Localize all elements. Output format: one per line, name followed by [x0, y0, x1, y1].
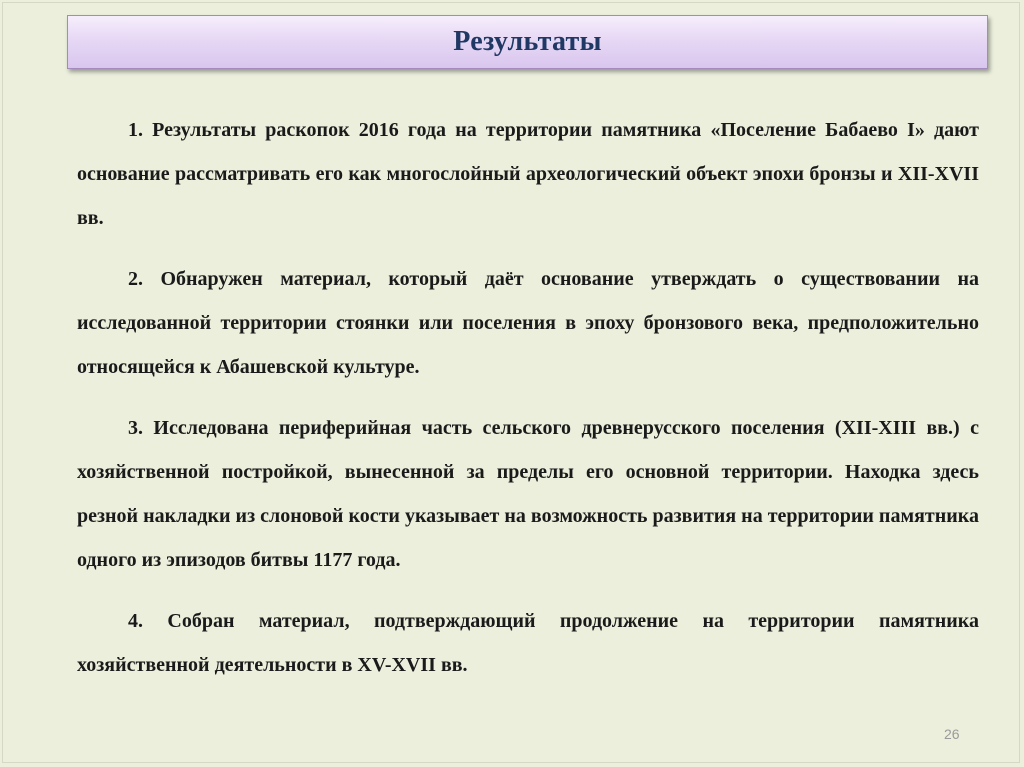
result-paragraph-2: 2. Обнаружен материал, который даёт основание утверждать о существовании на исследованной территории стоянки или поселения в эпоху бронзового века, предположительно относящейся к Абашевской культуре. [77, 268, 979, 378]
result-paragraph-3: 3. Исследована периферийная часть сельского древнерусского поселения (XII-XIII вв.) с хозяйственной постройкой, вынесенной за пределы его основной территории. Находка здесь резной накладки из слоновой кости указывает на возможность развития на территории памятника одного из эпизодов битвы 1177 года. [77, 417, 979, 571]
result-paragraph-1: 1. Результаты раскопок 2016 года на территории памятника «Поселение Бабаево I» дают основание рассматривать его как многослойный археологический объект эпохи бронзы и XII-XVII вв. [77, 119, 979, 229]
page-number: 26 [944, 726, 960, 742]
slide-body [77, 108, 979, 704]
result-paragraph-4: 4. Собран материал, подтверждающий продолжение на территории памятника хозяйственной деятельности в XV-XVII вв. [77, 610, 979, 676]
title-banner [67, 15, 988, 69]
slide-title: Результаты [453, 26, 602, 57]
